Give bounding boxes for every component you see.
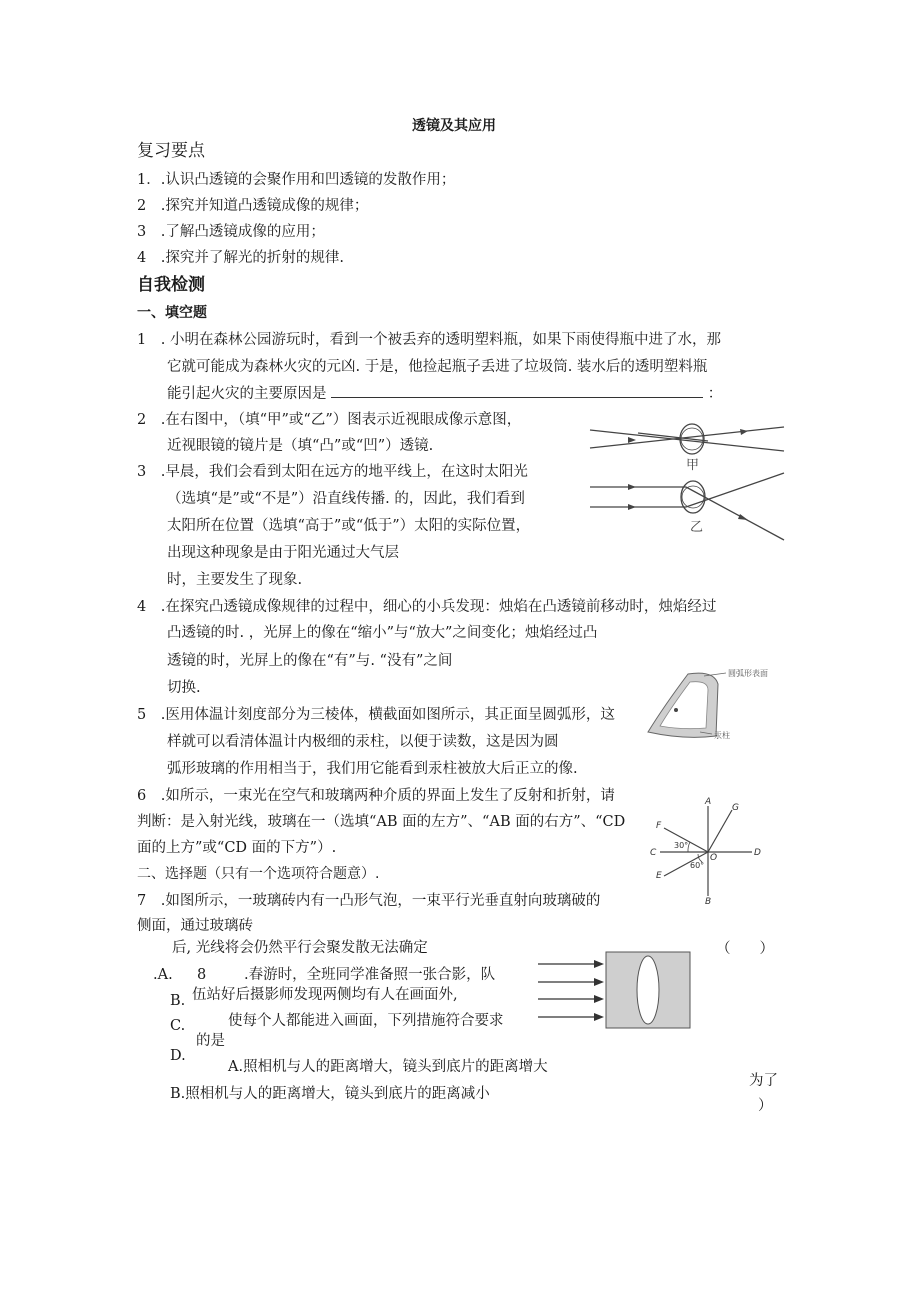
- thermometer-surface-label: 圆弧形表面: [728, 669, 768, 678]
- section-fill-blank: 一、填空题: [137, 305, 207, 321]
- review-item-4: 4 .探究并了解光的折射的规律.: [137, 250, 344, 266]
- label-o: O: [710, 853, 718, 863]
- q1-line-2: 它就可能成为森林火灾的元凶. 于是，他捡起瓶子丢进了垃圾筒. 装水后的透明塑料瓶: [167, 359, 708, 375]
- review-item-1: 1．.认识凸透镜的会聚作用和凹透镜的发散作用；: [137, 172, 456, 188]
- q8-number: 8: [197, 967, 207, 983]
- page-title: 透镜及其应用: [412, 118, 496, 134]
- q4-line-1: 4 .在探究凸透镜成像规律的过程中，细心的小兵发现：烛焰在凸透镜前移动时，烛焰经过: [137, 599, 717, 615]
- label-c: C: [650, 848, 657, 858]
- q7-option-a: .A.: [153, 967, 173, 983]
- q1-line-1: 1 . 小明在森林公园游玩时，看到一个被丢弃的透明塑料瓶，如果下雨使得瓶中进了水，那: [137, 332, 721, 348]
- q4-line-3: 透镜的时，光屏上的像在“有”与. “没有”之间: [167, 653, 453, 669]
- q3-line-3: 太阳所在位置（选填“高于”或“低于”）太阳的实际位置，: [167, 518, 531, 534]
- q5-line-1: 5 .医用体温计刻度部分为三棱体，横截面如图所示，其正面呈圆弧形，这: [137, 707, 615, 723]
- q8-line-1: .春游时，全班同学准备照一张合影，队: [244, 967, 496, 983]
- q3-line-2: （选填“是”或“不是”）沿直线传播. 的，因此，我们看到: [167, 491, 525, 507]
- q7-line-1: 7 .如图所示，一玻璃砖内有一凸形气泡，一束平行光垂直射向玻璃破的: [137, 893, 601, 909]
- mercury-column-dot: [674, 708, 678, 712]
- q1-line-3-end: ：: [707, 386, 723, 402]
- q6-line-1: 6 .如所示，一束光在空气和玻璃两种介质的界面上发生了反射和折射，请: [137, 788, 615, 804]
- section-multiple-choice: 二、选择题（只有一个选项符合题意）.: [137, 866, 380, 882]
- label-g: G: [732, 803, 739, 813]
- glass-brick-figure: [536, 950, 696, 1032]
- q4-line-2: 凸透镜的时. ，光屏上的像在“缩小”与“放大”之间变化；烛焰经过凸: [167, 625, 598, 641]
- q8-line-3: 使每个人都能进入画面，下列措施符合要求: [228, 1013, 504, 1029]
- q2-line-1: 2 .在右图中，（填“甲”或“乙”）图表示近视眼成像示意图，: [137, 412, 522, 428]
- q8-line-2: 伍站好后摄影师发现两侧均有人在画面外,: [192, 987, 458, 1003]
- q3-line-1: 3 .早晨，我们会看到太阳在远方的地平线上，在这时太阳光: [137, 464, 528, 480]
- q5-line-3: 弧形玻璃的作用相当于，我们用它能看到汞柱被放大后正立的像.: [167, 761, 578, 777]
- eye-jia-ray-2: [590, 430, 784, 451]
- q7-option-d: D.: [170, 1048, 186, 1064]
- q3-line-4: 出现这种现象是由于阳光通过大气层: [167, 545, 399, 561]
- q7-line-2: 侧面，通过玻璃砖: [137, 918, 253, 934]
- review-item-3: 3 .了解凸透镜成像的应用；: [137, 224, 325, 240]
- q8-choice-b: B.照相机与人的距离增大，镜头到底片的距离减小: [170, 1086, 490, 1102]
- review-item-2: 2 .探究并知道凸透镜成像的规律；: [137, 198, 369, 214]
- q1-line-3-text: 能引起火灾的主要原因是: [167, 386, 327, 402]
- q7-answer-paren[interactable]: （ ）: [716, 941, 774, 957]
- q1-answer-blank[interactable]: [331, 383, 703, 398]
- q5-line-2: 样就可以看清体温计内极细的汞柱，以便于读数，这是因为圆: [167, 734, 559, 750]
- q8-choice-a: A.照相机与人的距离增大，镜头到底片的距离增大: [228, 1059, 548, 1075]
- eye-diagram-figure: [588, 415, 788, 545]
- angle-30-label: 30°: [674, 841, 689, 850]
- ray-og: [708, 810, 732, 852]
- reflection-refraction-figure: [644, 796, 764, 906]
- label-b: B: [705, 897, 712, 907]
- label-a: A: [705, 797, 712, 807]
- label-f: F: [656, 821, 662, 831]
- q3-line-5: 时，主要发生了现象.: [167, 572, 303, 588]
- air-bubble: [637, 956, 659, 1024]
- label-d: D: [754, 848, 761, 858]
- eye-jia-label: 甲: [686, 458, 700, 473]
- eye-yi-ray-2b: [686, 473, 784, 507]
- q8-weile: 为了: [749, 1073, 778, 1089]
- q7-option-b: B.: [170, 993, 186, 1009]
- q7-line-3: 后, 光线将会仍然平行会聚发散无法确定: [172, 940, 428, 956]
- self-test-heading: 自我检测: [137, 275, 205, 295]
- q6-line-2: 判断：是入射光线，玻璃在一（选填“AB 面的左方”、“AB 面的右方”、“CD: [137, 814, 626, 830]
- label-e: E: [656, 871, 662, 881]
- eye-jia-ray-1: [590, 427, 784, 448]
- q6-line-3: 面的上方”或“CD 面的下方”）.: [137, 840, 337, 856]
- angle-60-label: 60°: [690, 861, 705, 870]
- q8-line-4: 的是: [196, 1033, 225, 1049]
- q4-line-4: 切换.: [167, 680, 201, 696]
- q1-line-3: [167, 383, 722, 404]
- thermometer-column-label: 汞柱: [714, 731, 730, 740]
- thermometer-section-figure: [644, 666, 794, 746]
- review-heading: 复习要点: [137, 141, 205, 161]
- q7-option-c: C.: [170, 1018, 186, 1034]
- eye-yi-label: 乙: [690, 520, 704, 535]
- q2-line-2: 近视眼镜的镜片是（填“凸”或“凹”）透镜.: [167, 438, 434, 454]
- q8-answer-paren[interactable]: ）: [758, 1098, 773, 1114]
